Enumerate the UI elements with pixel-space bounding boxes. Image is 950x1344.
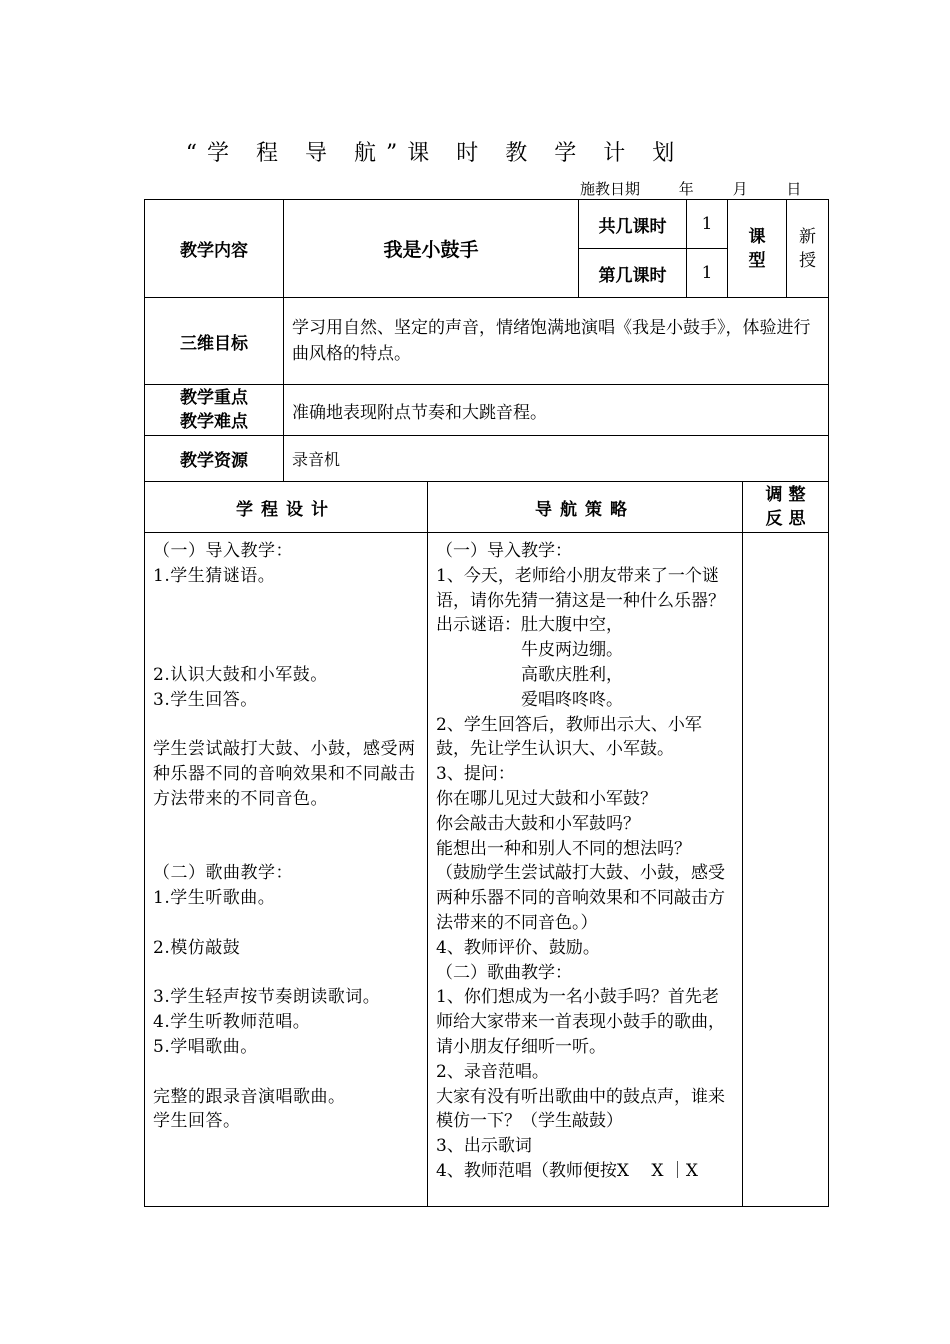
strategy-column [428, 533, 743, 1207]
reflection-header-line2: 反 思 [765, 509, 806, 529]
date-label: 施教日期 [580, 180, 641, 198]
date-year: 年 [678, 180, 694, 198]
goal-label: 三维目标 [145, 298, 284, 385]
content-label: 教学内容 [145, 200, 284, 298]
total-hours-label: 共几课时 [579, 200, 687, 249]
col-reflection-header [743, 482, 829, 533]
design-column [145, 533, 428, 1207]
plan-table [144, 481, 829, 1207]
lesson-type-value: 新授 [787, 200, 829, 298]
design-text: （一）导入教学： 1.学生猜谜语。 2.认识大鼓和小军鼓。 3.学生回答。 学生尝试敲打大鼓、小鼓，感受两种乐器不同的音响效果和不同敲击方法带来的不同音色。 （二）歌曲教学： 1.学生听歌曲。 2.模仿敲鼓 3.学生轻声按节奏朗读歌词。 4.学生听教师范唱。 5.学唱歌曲。 完整的跟录音演唱歌曲。 学生回答。 [153, 541, 416, 1132]
key-label: 教学重点 [180, 388, 248, 408]
goal-value: 学习用自然、坚定的声音，情绪饱满地演唱《我是小鼓手》，体验进行曲风格的特点。 [284, 298, 829, 385]
key-value: 准确地表现附点节奏和大跳音程。 [284, 385, 829, 436]
page-title: “学 程 导 航”课 时 教 学 计 划 [185, 141, 685, 166]
info-table [144, 199, 829, 482]
total-hours-value: 1 [687, 200, 728, 249]
current-hour-label: 第几课时 [579, 249, 687, 298]
date-line [580, 178, 801, 199]
reflection-header-line1: 调 整 [765, 485, 806, 505]
reflection-column [743, 533, 829, 1207]
col-strategy-header: 导航策略 [428, 482, 743, 533]
strategy-text: （一）导入教学： 1、今天，老师给小朋友带来了一个谜语，请你先猜一猜这是一种什么乐器？ 出示谜语：肚大腹中空， 牛皮两边绷。 高歌庆胜利， 爱唱咚咚咚。 2、学生回答后，教师出示大、小军鼓，先让学生认识大、小军鼓。 3、提问： 你在哪儿见过大鼓和小军鼓？ 你会敲击大鼓和小军鼓吗？ 能想出一种和别人不同的想法吗？ （鼓励学生尝试敲打大鼓、小鼓，感受两种乐器不同的音响效果和不同敲击方法带来的不同音色。） 4、教师评价、鼓励。 （二）歌曲教学： 1、你们想成为一名小鼓手吗？首先老师给大家带来一首表现小鼓手的歌曲，请小朋友仔细听一听。 2、录音范唱。 大家有没有听出歌曲中的鼓点声，谁来模仿一下？（学生敲鼓） 3、出示歌词 4、教师范唱（教师便按X X ｜X [436, 541, 725, 1181]
col-design-header: 学程设计 [145, 482, 428, 533]
difficulty-label: 教学难点 [180, 412, 248, 432]
date-day: 日 [786, 180, 802, 198]
lesson-type-label: 课型 [728, 200, 787, 298]
date-month: 月 [732, 180, 748, 198]
current-hour-value: 1 [687, 249, 728, 298]
resource-label: 教学资源 [145, 436, 284, 482]
resource-value: 录音机 [284, 436, 829, 482]
key-difficulty-label [145, 385, 284, 436]
content-value: 我是小鼓手 [284, 200, 579, 298]
